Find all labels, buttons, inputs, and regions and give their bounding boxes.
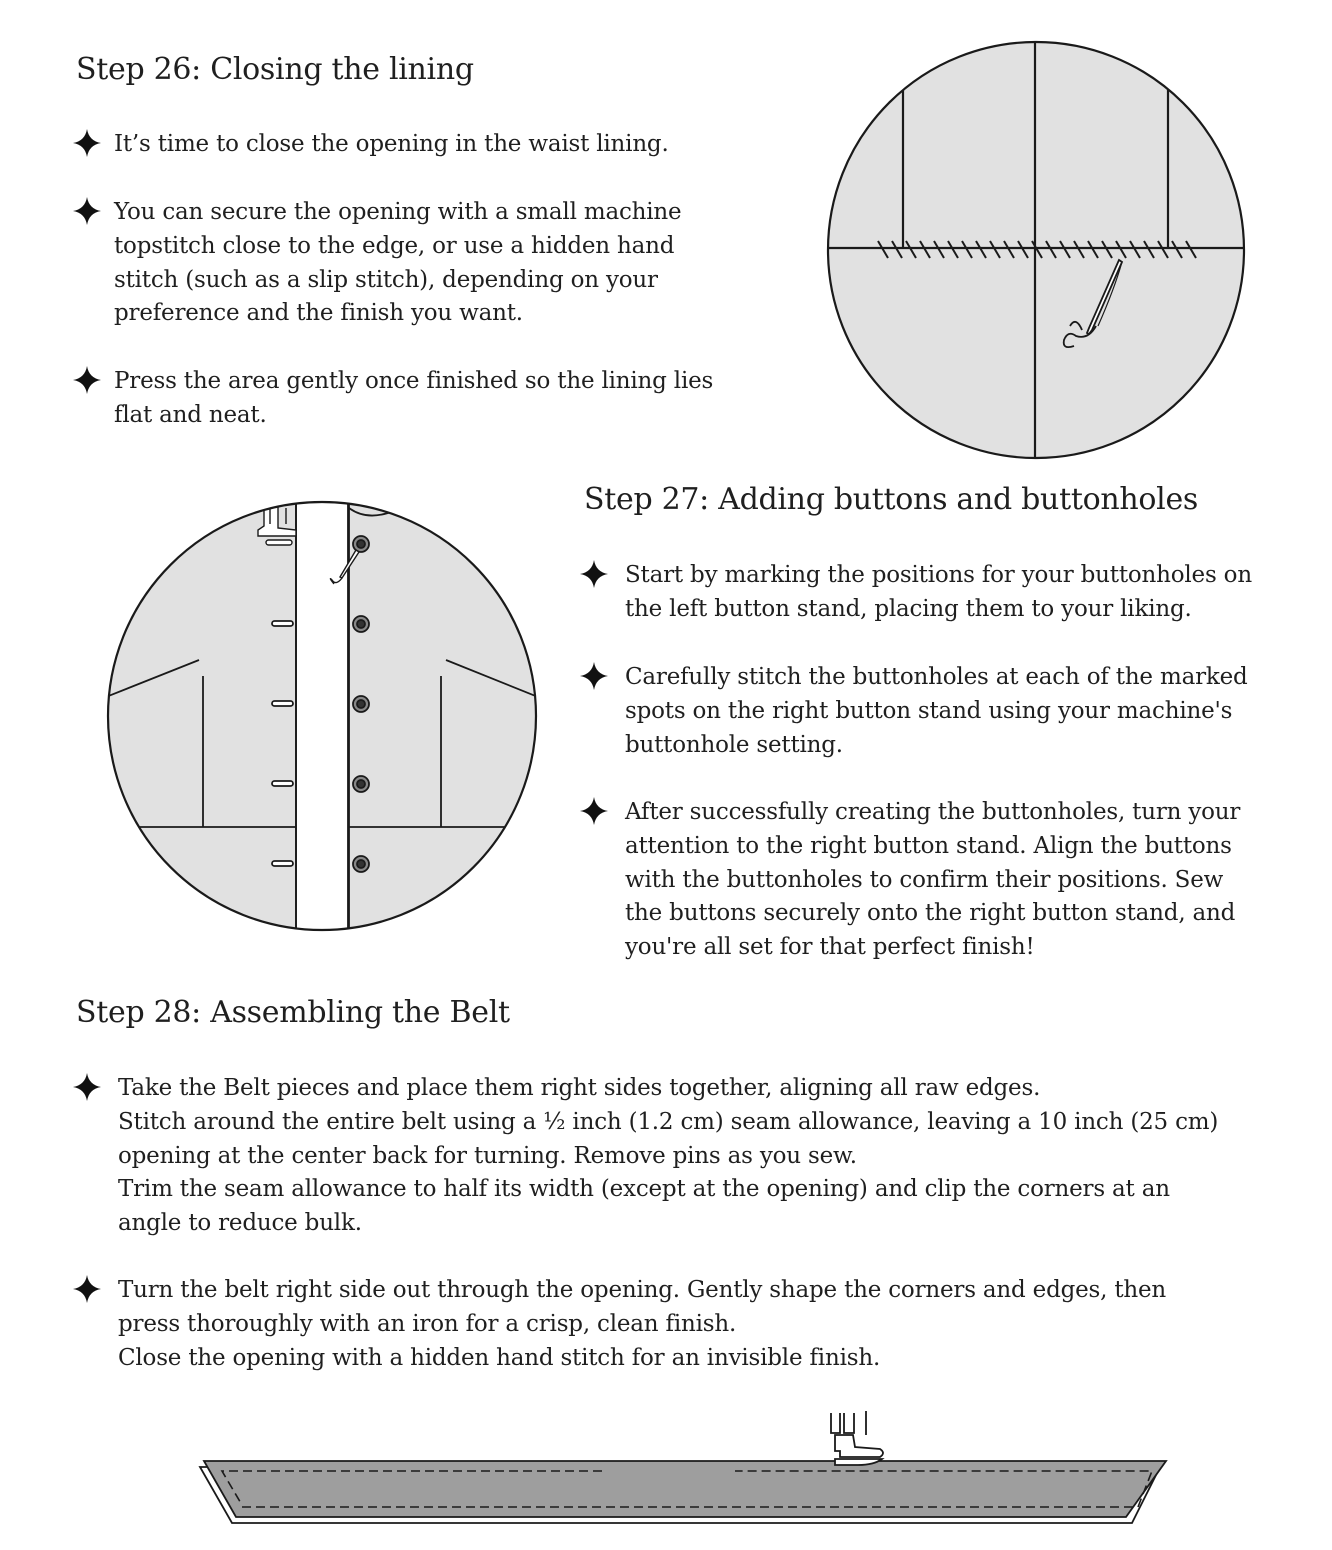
lining-closure-illustration — [826, 40, 1246, 460]
bullet-line: Take the Belt pieces and place them right sides together, aligning all raw edges. — [118, 1075, 1041, 1101]
step26-bullet-1 — [72, 128, 772, 162]
bullet-line: press thoroughly with an iron for a crisp, clean finish. — [118, 1310, 737, 1337]
bullet-line: After successfully creating the buttonholes, turn your — [625, 799, 1241, 825]
step27-bullet-1 — [579, 559, 1319, 627]
belt-front-layer — [204, 1461, 1166, 1517]
four-point-star-icon — [72, 196, 102, 226]
step26-heading: Step 26: Closing the lining — [76, 52, 474, 87]
bullet-line: Stitch around the entire belt using a ½ inch (1.2 cm) seam allowance, leaving a 10 inch (25 cm) — [118, 1108, 1219, 1135]
belt-illustration — [190, 1405, 1180, 1530]
four-point-star-icon — [72, 1274, 102, 1304]
button-stand-gap — [296, 495, 348, 940]
bullet-line: Trim the seam allowance to half its width (except at the opening) and clip the corners at an — [118, 1176, 1170, 1203]
bullet-line: It’s time to close the opening in the waist lining. — [114, 131, 669, 157]
step27-bullet-3 — [579, 796, 1319, 965]
step28-heading: Step 28: Assembling the Belt — [76, 995, 510, 1030]
four-point-star-icon — [72, 1072, 102, 1102]
bullet-line: flat and neat. — [114, 401, 267, 428]
step26-bullet-3 — [72, 365, 772, 433]
step27-bullet-2 — [579, 661, 1319, 762]
bullet-line: opening at the center back for turning. Remove pins as you sew. — [118, 1142, 857, 1169]
bullet-line: Press the area gently once finished so the lining lies — [114, 368, 714, 394]
bullet-line: Carefully stitch the buttonholes at each of the marked — [625, 664, 1248, 690]
bullet-line: the left button stand, placing them to your liking. — [625, 595, 1192, 622]
four-point-star-icon — [579, 559, 609, 589]
bullet-line: buttonhole setting. — [625, 731, 843, 758]
bullet-line: topstitch close to the edge, or use a hidden hand — [114, 232, 675, 259]
bullet-line: angle to reduce bulk. — [118, 1210, 362, 1237]
buttons-illustration — [106, 500, 538, 932]
four-point-star-icon — [579, 796, 609, 826]
four-point-star-icon — [579, 661, 609, 691]
bullet-line: Start by marking the positions for your buttonholes on — [625, 562, 1252, 588]
bullet-line: with the buttonholes to confirm their positions. Sew — [625, 866, 1224, 893]
bullet-line: Turn the belt right side out through the opening. Gently shape the corners and edges, then — [118, 1277, 1167, 1303]
presser-foot-icon — [831, 1411, 883, 1465]
bullet-line: stitch (such as a slip stitch), depending on your — [114, 266, 658, 293]
step28-bullet-1 — [72, 1072, 1312, 1241]
four-point-star-icon — [72, 128, 102, 158]
step27-heading: Step 27: Adding buttons and buttonholes — [584, 482, 1198, 517]
step26-bullet-2 — [72, 196, 772, 331]
bullet-line: attention to the right button stand. Align the buttons — [625, 832, 1232, 859]
bullet-line: the buttons securely onto the right button stand, and — [625, 900, 1236, 927]
four-point-star-icon — [72, 365, 102, 395]
bullet-line: preference and the finish you want. — [114, 300, 523, 327]
step28-bullet-2 — [72, 1274, 1312, 1375]
bullet-line: you're all set for that perfect finish! — [625, 934, 1035, 961]
bullet-line: You can secure the opening with a small machine — [114, 199, 682, 225]
bullet-line: spots on the right button stand using your machine's — [625, 697, 1233, 724]
bullet-line: Close the opening with a hidden hand stitch for an invisible finish. — [118, 1344, 881, 1371]
